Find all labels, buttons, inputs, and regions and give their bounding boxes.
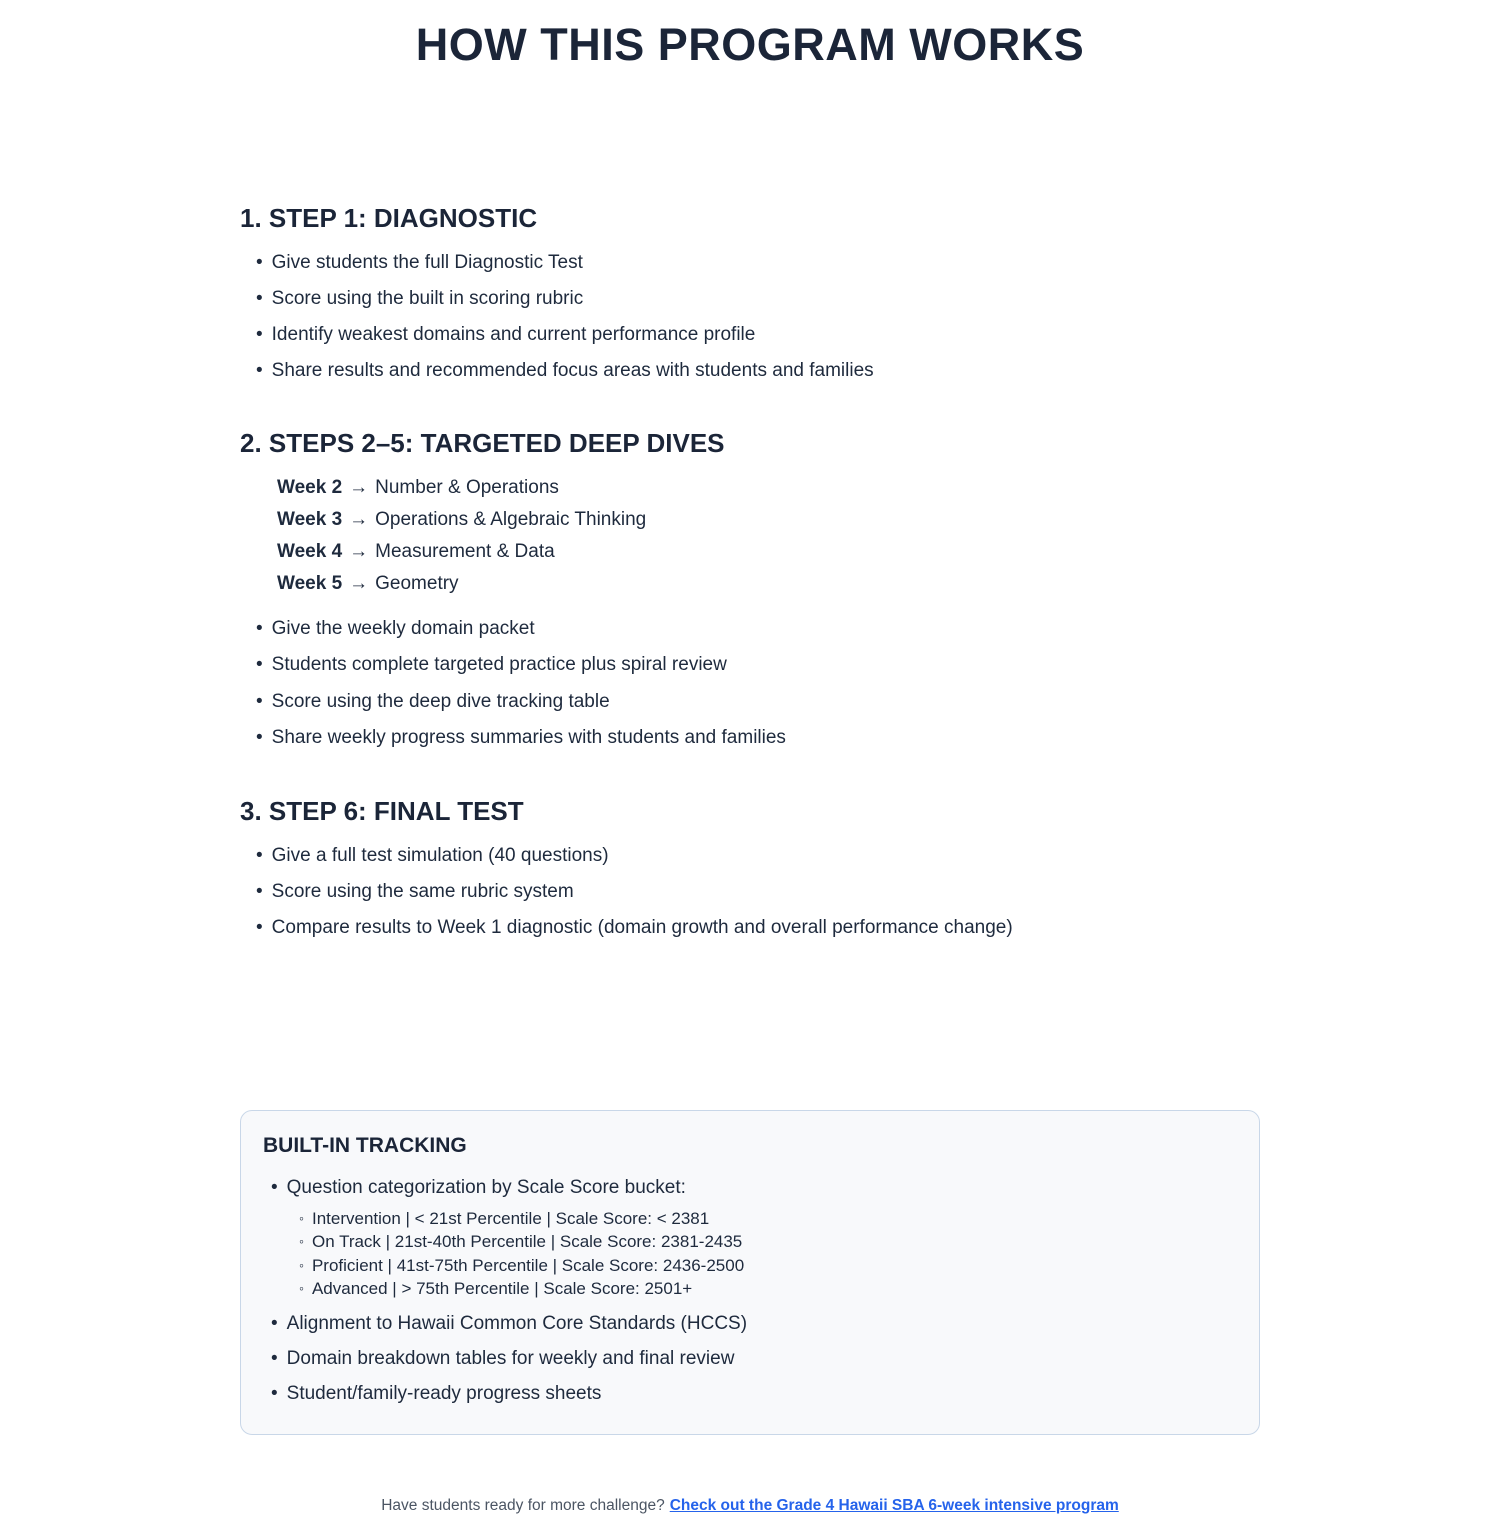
bullet-icon: • xyxy=(271,1348,278,1370)
week-topic: Number & Operations xyxy=(375,476,559,498)
week-topic: Measurement & Data xyxy=(375,540,555,562)
list-item-text: Share weekly progress summaries with students and families xyxy=(271,726,786,748)
bucket-item xyxy=(299,1254,1233,1277)
bullet-icon: • xyxy=(256,251,263,273)
sub-bullet-icon: ◦ xyxy=(299,1233,304,1250)
week-label: Week 4 xyxy=(277,540,343,562)
week-line xyxy=(277,476,1260,499)
list-item xyxy=(271,1347,1233,1370)
bucket-item xyxy=(299,1230,1233,1253)
bullet-icon: • xyxy=(256,690,263,712)
list-item xyxy=(256,287,1260,310)
arrow-right-icon: → xyxy=(349,540,369,562)
tracking-bullet-list xyxy=(263,1176,1233,1406)
week-label: Week 3 xyxy=(277,508,343,530)
bucket-item-text: Proficient | 41st-75th Percentile | Scale Score: 2436-2500 xyxy=(311,1255,745,1275)
bullet-icon: • xyxy=(256,845,263,867)
footer-text: Have students ready for more challenge? xyxy=(381,1496,665,1514)
section-heading: 1. STEP 1: DIAGNOSTIC xyxy=(240,202,538,233)
list-item-text: Share results and recommended focus areas with students and families xyxy=(271,360,874,382)
section-step-1 xyxy=(240,203,1260,383)
week-topic: Operations & Algebraic Thinking xyxy=(375,508,647,530)
week-line xyxy=(277,572,1260,595)
bullet-icon: • xyxy=(256,360,263,382)
list-item-text: Score using the deep dive tracking table xyxy=(271,690,610,712)
list-item-text: Identify weakest domains and current performance profile xyxy=(271,324,756,346)
list-item-text: Question categorization by Scale Score bucket: xyxy=(286,1176,686,1198)
week-schedule xyxy=(277,476,1260,596)
week-label: Week 5 xyxy=(277,573,343,595)
page-title: HOW THIS PROGRAM WORKS xyxy=(415,19,1085,70)
intensive-program-link[interactable]: Check out the Grade 4 Hawaii SBA 6-week intensive program xyxy=(669,1496,1119,1514)
list-item xyxy=(256,617,1260,640)
week-label: Week 2 xyxy=(277,476,343,498)
list-item xyxy=(256,690,1260,713)
section-heading: 2. STEPS 2–5: TARGETED DEEP DIVES xyxy=(240,428,725,459)
built-in-tracking-panel xyxy=(240,1110,1260,1435)
bucket-item-text: On Track | 21st-40th Percentile | Scale Score: 2381-2435 xyxy=(311,1232,743,1252)
bullet-list xyxy=(240,251,1260,383)
bullet-icon: • xyxy=(256,881,263,903)
list-item-text: Score using the built in scoring rubric xyxy=(271,287,584,309)
list-item-text: Students complete targeted practice plus spiral review xyxy=(271,654,727,676)
bullet-icon: • xyxy=(271,1313,278,1335)
bullet-icon: • xyxy=(256,618,263,640)
list-item-text: Give students the full Diagnostic Test xyxy=(271,251,583,273)
list-item xyxy=(271,1312,1233,1335)
bullet-list xyxy=(240,617,1260,749)
section-heading: 3. STEP 6: FINAL TEST xyxy=(240,795,524,826)
list-item xyxy=(256,726,1260,749)
bullet-icon: • xyxy=(256,324,263,346)
list-item xyxy=(256,359,1260,382)
bullet-icon: • xyxy=(271,1383,278,1405)
list-item xyxy=(256,251,1260,274)
bullet-icon: • xyxy=(256,287,263,309)
bullet-icon: • xyxy=(256,917,263,939)
page-footer xyxy=(240,1497,1260,1515)
tracking-panel-title: BUILT-IN TRACKING xyxy=(263,1133,467,1157)
list-item xyxy=(256,916,1260,939)
bucket-item xyxy=(299,1207,1233,1230)
list-item-text: Give the weekly domain packet xyxy=(271,618,535,640)
week-topic: Geometry xyxy=(375,573,459,595)
bucket-item-text: Intervention | < 21st Percentile | Scale Score: < 2381 xyxy=(311,1209,710,1228)
list-item xyxy=(271,1176,1233,1300)
arrow-right-icon: → xyxy=(349,573,369,595)
bucket-item xyxy=(299,1277,1233,1300)
bullet-list xyxy=(240,844,1260,940)
scale-score-bucket-list xyxy=(271,1207,1233,1300)
section-step-6 xyxy=(240,796,1260,940)
list-item xyxy=(256,844,1260,867)
bullet-icon: • xyxy=(256,654,263,676)
list-item-text: Compare results to Week 1 diagnostic (domain growth and overall performance change) xyxy=(271,917,1013,939)
bullet-icon: • xyxy=(256,726,263,748)
sub-bullet-icon: ◦ xyxy=(299,1279,304,1296)
arrow-right-icon: → xyxy=(349,476,369,498)
sub-bullet-icon: ◦ xyxy=(299,1256,304,1273)
week-line xyxy=(277,540,1260,563)
list-item xyxy=(256,323,1260,346)
sub-bullet-icon: ◦ xyxy=(299,1210,304,1226)
bucket-item-text: Advanced | > 75th Percentile | Scale Score: 2501+ xyxy=(311,1278,693,1298)
list-item-text: Domain breakdown tables for weekly and final review xyxy=(286,1348,735,1370)
list-item xyxy=(256,880,1260,903)
content-container xyxy=(240,203,1260,1515)
section-steps-2-5 xyxy=(240,428,1260,749)
list-item xyxy=(271,1382,1233,1405)
list-item-text: Alignment to Hawaii Common Core Standards (HCCS) xyxy=(286,1313,748,1335)
arrow-right-icon: → xyxy=(349,508,369,530)
bullet-icon: • xyxy=(271,1176,278,1198)
list-item xyxy=(256,653,1260,676)
list-item-text: Give a full test simulation (40 questions) xyxy=(271,845,609,867)
list-item-text: Score using the same rubric system xyxy=(271,881,574,903)
list-item-text: Student/family-ready progress sheets xyxy=(286,1383,602,1405)
week-line xyxy=(277,508,1260,531)
